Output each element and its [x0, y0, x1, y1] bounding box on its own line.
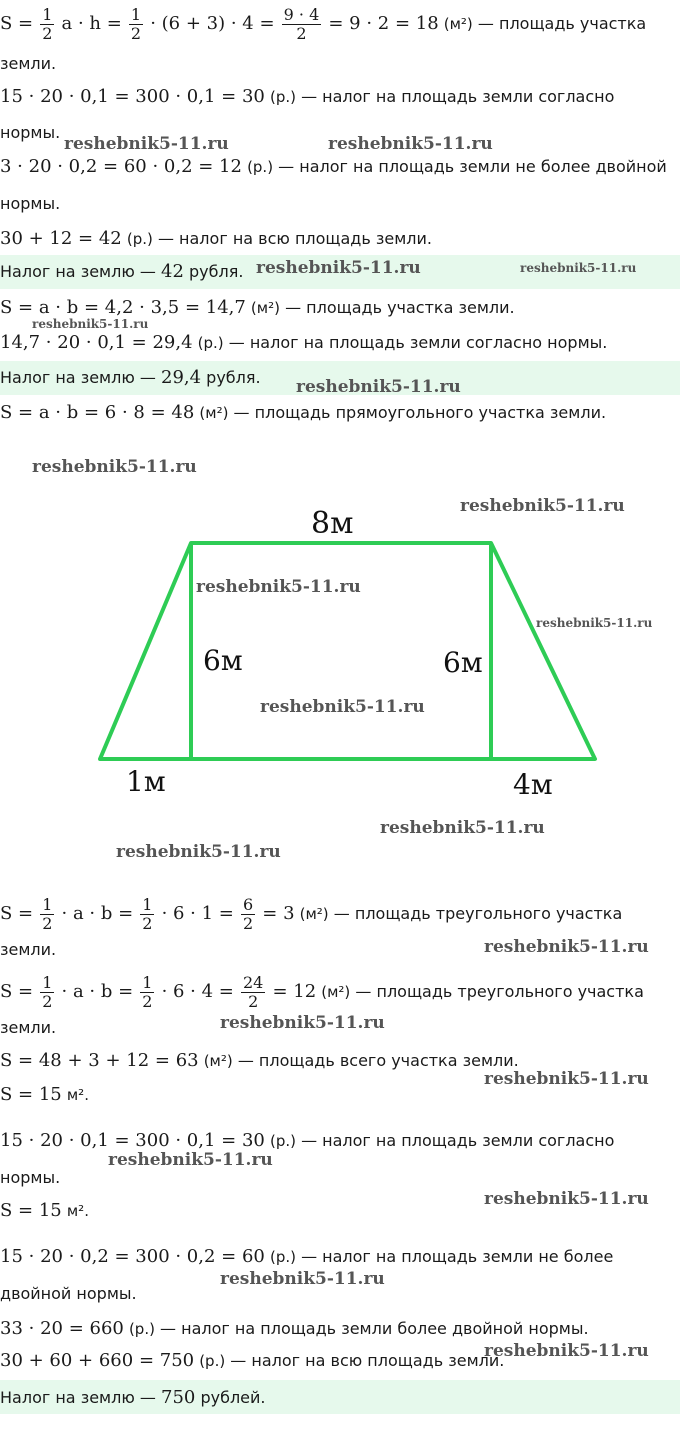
watermark: reshebnik5-11.ru [32, 457, 197, 477]
watermark: reshebnik5-11.ru [484, 1341, 649, 1361]
watermark: reshebnik5-11.ru [484, 1189, 649, 1209]
watermark: reshebnik5-11.ru [256, 258, 421, 278]
text-line: земли. [0, 54, 57, 73]
watermark: reshebnik5-11.ru [32, 317, 149, 331]
right-height-label: 6м [443, 646, 483, 679]
watermark: reshebnik5-11.ru [64, 134, 229, 154]
watermark: reshebnik5-11.ru [380, 818, 545, 838]
text-line: двойной нормы. [0, 1284, 137, 1303]
formula-line-9: S = $\frac{1}{2}$ · a · b = $\frac{1}{2}$ · 6 · 4 = $\frac{24}{2}$ = 12 (м²) — площадь треугольного участка [0, 973, 644, 1011]
watermark: reshebnik5-11.ru [220, 1269, 385, 1289]
watermark: reshebnik5-11.ru [108, 1150, 273, 1170]
text-line: нормы. [0, 123, 61, 142]
formula-line-15: 33 · 20 = 660 (р.) — налог на площадь земли более двойной нормы. [0, 1318, 589, 1339]
formula-line-5: S = a · b = 4,2 · 3,5 = 14,7 (м²) — площадь участка земли. [0, 297, 515, 318]
formula-line-12: 15 · 20 · 0,1 = 300 · 0,1 = 30 (р.) — налог на площадь земли согласно [0, 1130, 615, 1151]
top-side-label: 8м [311, 506, 354, 541]
answer-line-3: Налог на землю — 750 рублей. [0, 1387, 266, 1408]
formula-line-11: S = 15 м². [0, 1084, 89, 1105]
left-base-label: 1м [126, 765, 166, 798]
formula-line-13: S = 15 м². [0, 1200, 89, 1221]
watermark: reshebnik5-11.ru [220, 1013, 385, 1033]
text-line: земли. [0, 1018, 57, 1037]
right-base-label: 4м [513, 768, 553, 801]
formula-line-4: 30 + 12 = 42 (р.) — налог на всю площадь земли. [0, 228, 433, 249]
watermark: reshebnik5-11.ru [460, 496, 625, 516]
watermark: reshebnik5-11.ru [484, 1069, 649, 1089]
watermark: reshebnik5-11.ru [328, 134, 493, 154]
formula-line-7: S = a · b = 6 · 8 = 48 (м²) — площадь прямоугольного участка земли. [0, 402, 607, 423]
answer-line-2: Налог на землю — 29,4 рубля. [0, 367, 261, 388]
answer-line-1: Налог на землю — 42 рубля. [0, 261, 244, 282]
formula-line-2: 15 · 20 · 0,1 = 300 · 0,1 = 30 (р.) — налог на площадь земли согласно [0, 86, 615, 107]
watermark: reshebnik5-11.ru [520, 261, 637, 275]
formula-line-6: 14,7 · 20 · 0,1 = 29,4 (р.) — налог на площадь земли согласно нормы. [0, 332, 608, 353]
watermark: reshebnik5-11.ru [484, 937, 649, 957]
formula-line-16: 30 + 60 + 660 = 750 (р.) — налог на всю площадь земли. [0, 1350, 505, 1371]
formula-line-1: S = $\frac{1}{2}$ a · h = $\frac{1}{2}$ · (6 + 3) · 4 = $\frac{9 \cdot 4}{2}$ = 9 · 2 = 18 (м²) — площадь участка [0, 5, 647, 43]
formula-line-10: S = 48 + 3 + 12 = 63 (м²) — площадь всего участка земли. [0, 1050, 519, 1071]
left-height-label: 6м [203, 644, 243, 677]
formula-line-3: 3 · 20 · 0,2 = 60 · 0,2 = 12 (р.) — налог на площадь земли не более двойной [0, 156, 667, 177]
trapezoid-outline [100, 543, 595, 759]
watermark: reshebnik5-11.ru [296, 377, 461, 397]
land-plot-diagram [0, 470, 680, 830]
watermark: reshebnik5-11.ru [536, 616, 653, 630]
watermark: reshebnik5-11.ru [196, 577, 361, 597]
text-line: земли. [0, 940, 57, 959]
formula-line-8: S = $\frac{1}{2}$ · a · b = $\frac{1}{2}$ · 6 · 1 = $\frac{6}{2}$ = 3 (м²) — площадь треугольного участка [0, 895, 623, 933]
text-line: нормы. [0, 194, 61, 213]
watermark: reshebnik5-11.ru [260, 697, 425, 717]
formula-line-14: 15 · 20 · 0,2 = 300 · 0,2 = 60 (р.) — налог на площадь земли не более [0, 1246, 614, 1267]
text-line: нормы. [0, 1168, 61, 1187]
watermark: reshebnik5-11.ru [116, 842, 281, 862]
